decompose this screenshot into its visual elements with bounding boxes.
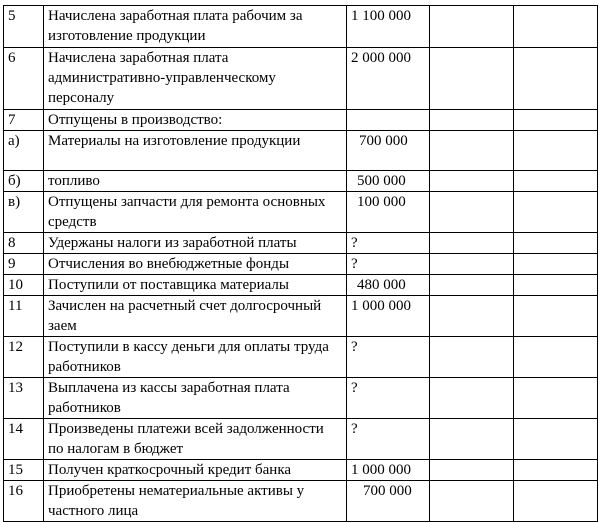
debit-cell <box>430 171 514 192</box>
row-description: Отчисления во внебюджетные фонды <box>44 254 347 275</box>
row-number: б) <box>4 171 44 192</box>
row-amount: 700 000 <box>347 131 430 171</box>
credit-cell <box>514 48 598 110</box>
table-row <box>4 131 598 171</box>
row-amount: 2 000 000 <box>347 48 430 110</box>
credit-cell <box>514 378 598 419</box>
row-amount: ? <box>347 233 430 254</box>
table-row <box>4 110 598 131</box>
row-description: Поступили от поставщика материалы <box>44 275 347 296</box>
row-number: 8 <box>4 233 44 254</box>
credit-cell <box>514 460 598 481</box>
credit-cell <box>514 110 598 131</box>
row-amount: 100 000 <box>347 192 430 233</box>
row-number: 7 <box>4 110 44 131</box>
row-description: Получен краткосрочный кредит банка <box>44 460 347 481</box>
debit-cell <box>430 275 514 296</box>
debit-cell <box>430 419 514 460</box>
table-row <box>4 48 598 110</box>
debit-cell <box>430 131 514 171</box>
transactions-table <box>3 5 598 522</box>
table-row <box>4 233 598 254</box>
row-number: 6 <box>4 48 44 110</box>
table-row <box>4 171 598 192</box>
row-number: 14 <box>4 419 44 460</box>
debit-cell <box>430 337 514 378</box>
debit-cell <box>430 378 514 419</box>
table-row <box>4 6 598 48</box>
debit-cell <box>430 460 514 481</box>
debit-cell <box>430 233 514 254</box>
row-description: Произведены платежи всей задолженности по налогам в бюджет <box>44 419 347 460</box>
row-description: Начислена заработная плата рабочим за изготовление продукции <box>44 6 347 48</box>
row-description: Отпущены в производство: <box>44 110 347 131</box>
row-amount: ? <box>347 378 430 419</box>
row-amount: 1 100 000 <box>347 6 430 48</box>
row-description: Зачислен на расчетный счет долгосрочный заем <box>44 296 347 337</box>
row-number: 16 <box>4 481 44 522</box>
row-number: 10 <box>4 275 44 296</box>
row-amount: ? <box>347 419 430 460</box>
row-description: Выплачена из кассы заработная плата работников <box>44 378 347 419</box>
row-number: в) <box>4 192 44 233</box>
table-row <box>4 460 598 481</box>
credit-cell <box>514 131 598 171</box>
debit-cell <box>430 192 514 233</box>
row-description: Удержаны налоги из заработной платы <box>44 233 347 254</box>
table-row <box>4 254 598 275</box>
credit-cell <box>514 254 598 275</box>
table-row <box>4 275 598 296</box>
debit-cell <box>430 481 514 522</box>
table-row <box>4 296 598 337</box>
credit-cell <box>514 6 598 48</box>
credit-cell <box>514 171 598 192</box>
table-row <box>4 378 598 419</box>
table-row <box>4 481 598 522</box>
row-number: 15 <box>4 460 44 481</box>
row-amount: 1 000 000 <box>347 296 430 337</box>
debit-cell <box>430 6 514 48</box>
row-description: Приобретены нематериальные активы у частного лица <box>44 481 347 522</box>
row-number: а) <box>4 131 44 171</box>
credit-cell <box>514 337 598 378</box>
debit-cell <box>430 296 514 337</box>
debit-cell <box>430 110 514 131</box>
row-description: Материалы на изготовление продукции <box>44 131 347 171</box>
row-amount <box>347 110 430 131</box>
row-amount: 480 000 <box>347 275 430 296</box>
row-amount: 700 000 <box>347 481 430 522</box>
row-description: топливо <box>44 171 347 192</box>
row-number: 11 <box>4 296 44 337</box>
row-number: 13 <box>4 378 44 419</box>
row-amount: 500 000 <box>347 171 430 192</box>
row-amount: 1 000 000 <box>347 460 430 481</box>
row-amount: ? <box>347 337 430 378</box>
row-description: Поступили в кассу деньги для оплаты труда работников <box>44 337 347 378</box>
debit-cell <box>430 254 514 275</box>
row-description: Начислена заработная плата административно-управленческому персоналу <box>44 48 347 110</box>
credit-cell <box>514 192 598 233</box>
table-row <box>4 192 598 233</box>
row-number: 5 <box>4 6 44 48</box>
credit-cell <box>514 233 598 254</box>
credit-cell <box>514 419 598 460</box>
credit-cell <box>514 275 598 296</box>
row-number: 12 <box>4 337 44 378</box>
row-amount: ? <box>347 254 430 275</box>
table-row <box>4 419 598 460</box>
table-row <box>4 337 598 378</box>
row-number: 9 <box>4 254 44 275</box>
row-description: Отпущены запчасти для ремонта основных средств <box>44 192 347 233</box>
debit-cell <box>430 48 514 110</box>
credit-cell <box>514 481 598 522</box>
credit-cell <box>514 296 598 337</box>
